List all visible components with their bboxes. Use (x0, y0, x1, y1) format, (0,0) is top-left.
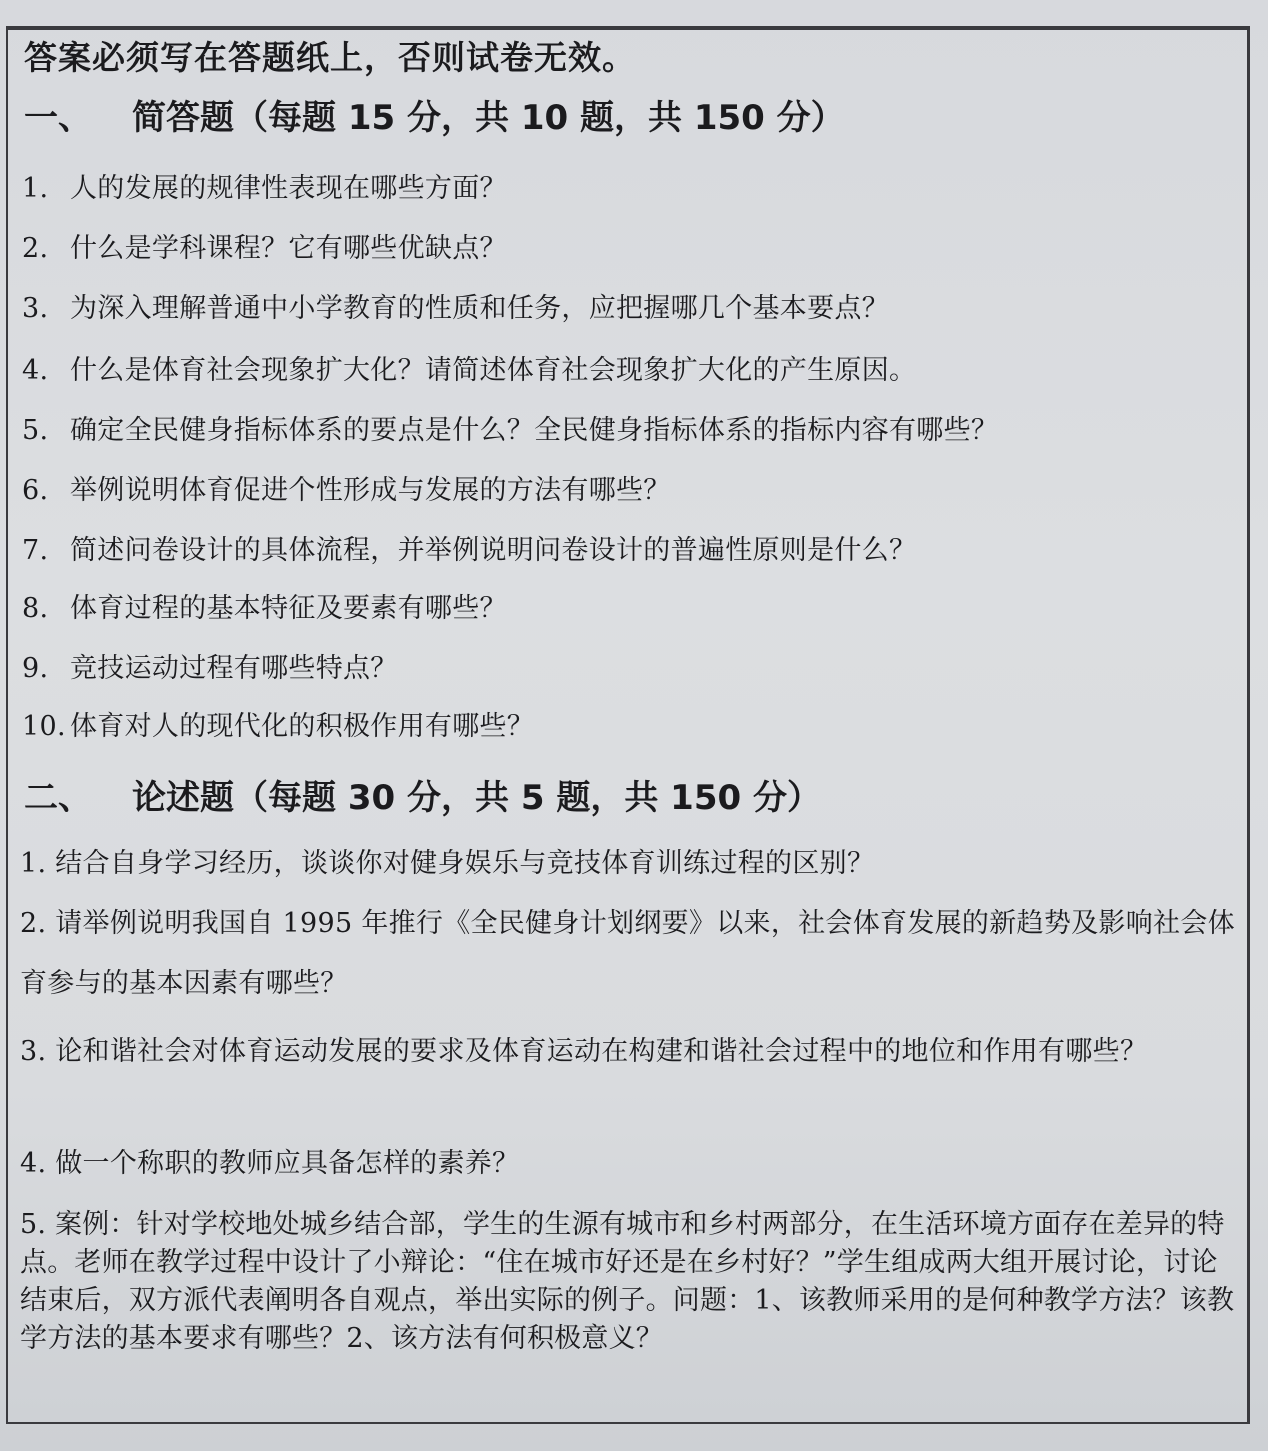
short-question-8 (22, 586, 507, 625)
question-number: 3. (22, 293, 49, 324)
question-text: 人的发展的规律性表现在哪些方面？ (70, 173, 507, 204)
short-question-1 (22, 166, 507, 205)
section-2-number: 二、 (24, 778, 92, 818)
question-text: 举例说明体育促进个性形成与发展的方法有哪些？ (70, 475, 671, 506)
essay-question-4: 4. 做一个称职的教师应具备怎样的素养？ (20, 1148, 520, 1179)
question-text: 简述问卷设计的具体流程，并举例说明问卷设计的普遍性原则是什么？ (70, 535, 917, 566)
question-number: 8. (22, 593, 49, 624)
exam-notice: 答案必须写在答题纸上，否则试卷无效。 (24, 38, 636, 77)
short-question-3 (22, 286, 889, 325)
short-question-7 (22, 528, 916, 567)
essay-question-2: 2. 请举例说明我国自 1995 年推行《全民健身计划纲要》以来，社会体育发展的新趋势及影响社会体育参与的基本因素有哪些？ (20, 908, 1235, 999)
question-number: 9. (22, 653, 49, 684)
question-number: 5. (22, 415, 49, 446)
question-text: 什么是学科课程？它有哪些优缺点？ (70, 233, 507, 264)
question-text: 什么是体育社会现象扩大化？请简述体育社会现象扩大化的产生原因。 (70, 355, 917, 386)
short-question-4 (22, 348, 916, 387)
section-2-heading (24, 770, 821, 819)
question-number: 10. (22, 711, 66, 742)
question-text: 体育过程的基本特征及要素有哪些？ (70, 593, 507, 624)
question-text: 为深入理解普通中小学教育的性质和任务，应把握哪几个基本要点？ (70, 293, 889, 324)
question-number: 1. (22, 173, 49, 204)
question-number: 2. (22, 233, 49, 264)
section-1-title: 简答题（每题 15 分，共 10 题，共 150 分） (132, 98, 845, 138)
section-1-number: 一、 (24, 98, 92, 138)
essay-question-1: 1. 结合自身学习经历，谈谈你对健身娱乐与竞技体育训练过程的区别？ (20, 848, 875, 879)
question-number: 6. (22, 475, 49, 506)
section-1-heading (24, 90, 845, 139)
question-text: 确定全民健身指标体系的要点是什么？全民健身指标体系的指标内容有哪些？ (70, 415, 999, 446)
top-margin (0, 0, 1268, 28)
short-question-10 (22, 704, 534, 743)
question-text: 体育对人的现代化的积极作用有哪些？ (70, 711, 535, 742)
section-2-title: 论述题（每题 30 分，共 5 题，共 150 分） (132, 778, 821, 818)
question-number: 4. (22, 355, 49, 386)
short-question-5 (22, 408, 998, 447)
question-text: 竞技运动过程有哪些特点？ (70, 653, 398, 684)
short-question-2 (22, 226, 507, 265)
short-question-6 (22, 468, 671, 507)
essay-question-5: 5. 案例：针对学校地处城乡结合部，学生的生源有城市和乡村两部分，在生活环境方面存在差异的特点。老师在教学过程中设计了小辩论：“住在城市好还是在乡村好？”学生组成两大组开展讨论，讨论结束后，双方派代表阐明各自观点，举出实际的例子。问题：1、该教师采用的是何种教学方法？该教学方法的基本要求有哪些？2、该方法有何积极意义？ (20, 1209, 1235, 1354)
question-number: 7. (22, 535, 49, 566)
short-question-9 (22, 646, 398, 685)
essay-question-3: 3. 论和谐社会对体育运动发展的要求及体育运动在构建和谐社会过程中的地位和作用有哪些？ (20, 1036, 1148, 1067)
